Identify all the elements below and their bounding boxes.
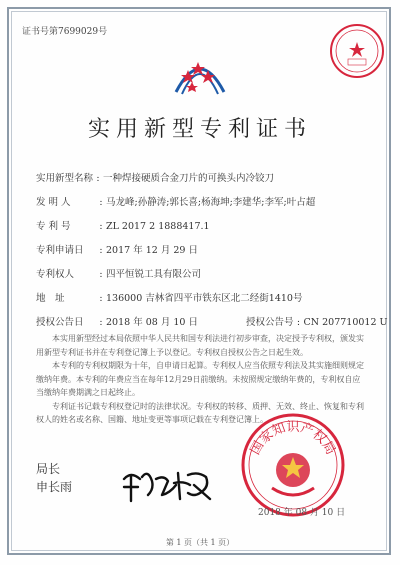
anti-counterfeit-seal-icon bbox=[328, 22, 386, 80]
handwritten-signature-icon bbox=[118, 459, 218, 509]
filing-date-value: 2017 年 12 月 29 日 bbox=[106, 245, 198, 256]
page-footer: 第 1 页（共 1 页） bbox=[165, 538, 235, 547]
document-title: 实用新型专利证书 bbox=[87, 117, 312, 142]
patent-number-value: ZL 2017 2 1888417.1 bbox=[106, 221, 210, 232]
grant-date-value: 2018 年 08 月 10 日 bbox=[106, 317, 198, 328]
utility-model-name-row: 实用新型名称 : 一种焊接硬质合金刀片的可换头内冷铰刀 bbox=[36, 170, 274, 184]
body-paragraph: 专利证书记载专利权登记时的法律状况。专利权的转移、质押、无效、终止、恢复和专利权人的姓名或名称、国籍、地址变更等事项记载在专利登记簿上。 bbox=[36, 401, 364, 424]
inventor-value: 马龙峰;孙静涛;郭长喜;杨海坤;李建华;李军;叶占超 bbox=[106, 197, 316, 208]
inventor-label: 发 明 人 bbox=[36, 197, 71, 208]
sipo-emblem-icon bbox=[168, 48, 232, 100]
director-name: 申长雨 bbox=[36, 480, 73, 494]
body-paragraph: 本实用新型经过本局依照中华人民共和国专利法进行初步审查，决定授予专利权，颁发实用新型专利证书并在专利登记簿上予以登记。专利权自授权公告之日起生效。 bbox=[36, 334, 364, 357]
address-label: 地 址 bbox=[36, 293, 65, 304]
filing-date-label: 专利申请日 bbox=[36, 245, 84, 256]
patent-number-label: 专 利 号 bbox=[36, 221, 71, 232]
body-paragraph: 本专利的专利权期限为十年，自申请日起算。专利权人应当依照专利法及其实施细则规定缴纳年费。本专利的年费应当在每年12月29日前缴纳。未按照规定缴纳年费的，专利权自应当缴纳年费期满之日起终止。 bbox=[36, 361, 364, 397]
grant-number-value: CN 207710012 U bbox=[303, 317, 388, 328]
patentee-value: 四平恒锐工具有限公司 bbox=[106, 269, 202, 280]
address-value: 136000 吉林省四平市铁东区北二经街1410号 bbox=[106, 293, 303, 304]
patentee-label: 专利权人 bbox=[36, 269, 75, 280]
patent-number-row: 专 利 号 : ZL 2017 2 1888417.1 bbox=[36, 218, 210, 232]
name-value: 一种焊接硬质合金刀片的可换头内冷铰刀 bbox=[103, 173, 275, 184]
sipo-official-seal-icon bbox=[238, 410, 348, 520]
name-label: 实用新型名称 bbox=[36, 173, 94, 184]
patentee-row: 专利权人 : 四平恒锐工具有限公司 bbox=[36, 266, 201, 280]
address-row: 地 址 : 136000 吉林省四平市铁东区北二经街1410号 bbox=[36, 290, 302, 304]
grant-row: 授权公告日 : 2018 年 08 月 10 日 授权公告号 : CN 207710012 U bbox=[36, 314, 388, 328]
inventor-row: 发 明 人 : 马龙峰;孙静涛;郭长喜;杨海坤;李建华;李军;叶占超 bbox=[36, 194, 315, 208]
filing-date-row: 专利申请日 : 2017 年 12 月 29 日 bbox=[36, 242, 198, 256]
director-title: 局长 bbox=[36, 462, 61, 476]
seal-arc-text: 国家知识产权局 bbox=[247, 420, 339, 458]
certificate-number: 证书号第7699029号 bbox=[22, 27, 108, 37]
grant-number-label: 授权公告号 bbox=[246, 317, 294, 328]
seal-date: 2018 年 08 月 10 日 bbox=[258, 508, 346, 518]
grant-date-label: 授权公告日 bbox=[36, 317, 84, 328]
